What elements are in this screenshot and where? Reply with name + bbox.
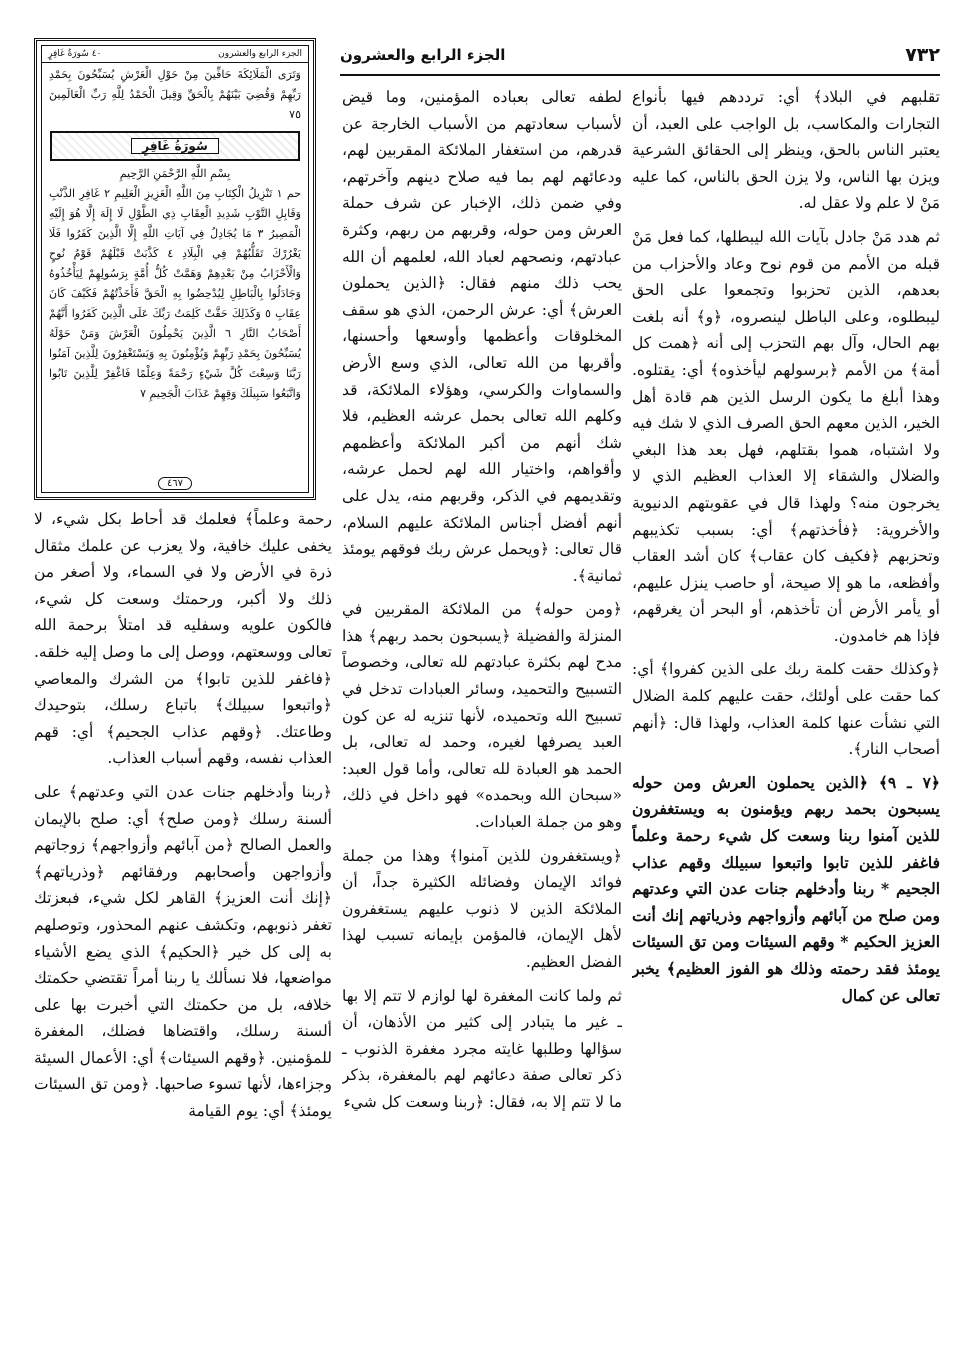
paragraph: رحمة وعلماً﴾ فعلمك قد أحاط بكل شيء، لا يخفى عليك خافية، ولا يعزب عن علمك مثقال ذرة في الأرض ولا في السماء، ولا أصغر من ذلك ولا أكبر، ورحمتك وسعت كل شيء، فالكون علويه وسفليه قد امتلأ برحمة الله تعالى ووسعتهم، ووصل إلى ما وصل إليه خلقه. ﴿فاغفر للذين تابوا﴾ من الشرك والمعاصي ﴿واتبعوا سبيلك﴾ باتباع رسلك، بتوحيدك وطاعتك. ﴿وقهم عذاب الجحيم﴾ أي: قهم العذاب نفسه، وقهم أسباب العذاب. <box>34 510 332 768</box>
paragraph: لطفه تعالى بعباده المؤمنين، وما قيض لأسباب سعادتهم من الأسباب الخارجة عن قدرهم، من استغفار الملائكة المقربين لهم، ودعائهم لهم بما فيه صلاح دينهم وآخرتهم، وفي ضمن ذلك، الإخبار عن شرف حملة العرش ومن حوله، وقربهم من ربهم، وكثرة عبادتهم، ونصحهم لعباد الله، لعلمهم أن الله يحب ذلك منهم فقال: ﴿الذين يحملون العرش﴾ أي: عرش الرحمن، الذي هو سقف المخلوقات وأعظمها وأوسعها وأحسنها، وأقربها من الله تعالى، الذي وسع الأرض والسماوات والكرسي، وهؤلاء الملائكة، قد وكلهم الله تعالى بحمل عرشه العظيم، فلا شك أنهم من أكبر الملائكة وأعظمهم وأقواهم، واختيار الله لهم لحمل عرشه، وتقديمهم في الذكر، وقربهم منه، يدل على أنهم أفضل أجناس الملائكة عليهم السلام، قال تعالى: ﴿ويحمل عرش ربك فوقهم يومئذ ثمانية﴾. <box>342 88 622 585</box>
paragraph: تقلبهم في البلاد﴾ أي: ترددهم فيها بأنواع التجارات والمكاسب، بل الواجب على العبد، أن يعتبر الناس بالحق، وينظر إلى الحقائق الشرعية ويزن بها الناس، ولا يزن الحق بالناس، كما عليه مَنْ لا علم ولا عقل له. <box>632 88 940 213</box>
mushaf-page-number <box>42 478 308 489</box>
surah-name: سُورَةُ غَافِرٍ <box>131 138 219 154</box>
quran-frame-top-bar <box>42 46 308 63</box>
quran-frame-juz: الجزء الرابع والعشرون <box>218 49 302 59</box>
paragraph: ﴿ويستغفرون للذين آمنوا﴾ وهذا من جملة فوائد الإيمان وفضائله الكثيرة جداً، أن الملائكة الذين لا ذنوب عليهم يستغفرون لأهل الإيمان، فالمؤمن بإيمانه تسبب لهذا الفضل العظيم. <box>342 846 622 971</box>
quran-verse-top: وَتَرَى الْمَلَائِكَةَ حَافِّينَ مِنْ حَوْلِ الْعَرْشِ يُسَبِّحُونَ بِحَمْدِ رَبِّهِمْ وَقُضِيَ بَيْنَهُمْ بِالْحَقِّ وَقِيلَ الْحَمْدُ لِلَّهِ رَبِّ الْعَالَمِينَ ٧٥ <box>49 68 301 121</box>
paragraph: ﴿وكذلك حقت كلمة ربك على الذين كفروا﴾ أي: كما حقت على أولئك، حقت عليهم كلمة الضلال التي نشأت عنها كلمة العذاب، ولهذا قال: ﴿أنهم أصحاب النار﴾. <box>632 660 940 759</box>
page-number: ٧٣٢ <box>905 44 940 66</box>
paragraph: ﴿٧ ـ ٩﴾ ﴿الذين يحملون العرش ومن حوله يسبحون بحمد ربهم ويؤمنون به ويستغفرون للذين آمنوا ربنا وسعت كل شيء رحمة وعلماً فاغفر للذين تابوا واتبعوا سبيلك وقهم عذاب الجحيم * ربنا وأدخلهم جنات عدن التي وعدتهم ومن صلح من آبائهم وأزواجهم وذرياتهم إنك أنت العزيز الحكيم * وقهم السيئات ومن تق السيئات يومئذ فقد رحمته وذلك هو الفوز العظيم﴾ يخبر تعالى عن كمال <box>632 772 940 1005</box>
quran-frame-inner <box>41 45 309 493</box>
mushaf-page-number-label: ٤٦٧ <box>158 477 192 490</box>
page-header <box>340 36 940 76</box>
basmala: بِسْمِ اللَّهِ الرَّحْمَنِ الرَّحِيمِ <box>119 167 231 180</box>
right-column <box>632 84 940 1359</box>
paragraph: ثم هدد مَنْ جادل بآيات الله ليبطلها، كما فعل مَنْ قبله من الأمم من قوم نوح وعاد والأحزاب من بعدهم، الذين تحزبوا وتجمعوا على الحق ليبطلوه، وعلى الباطل لينصروه، ﴿و﴾ أنه بلغت بهم الحال، وآل بهم التحزب إلى أنه ﴿همت كل أمة﴾ من الأمم ﴿برسولهم ليأخذوه﴾ أي: يقتلوه. وهذا أبلغ ما يكون الرسل الذين هم قادة أهل الخير، الذين معهم الحق الصرف الذي لا شك فيه ولا اشتباه، هموا بقتلهم، فهل بعد هذا البغي والضلال والشقاء إلا العذاب العظيم الذي لا يخرجون منه؟ ولهذا قال في عقوبتهم الدنيوية والأخروية: ﴿فأخذتهم﴾ أي: بسبب تكذيبهم وتحزبهم ﴿فكيف كان عقاب﴾ كان أشد العقاب وأفظعه، ما هو إلا صيحة، أو حاصب ينزل عليهم، أو يأمر الأرض أن تأخذهم، أو البحر أن يغرقهم، فإذا هم خامدون. <box>632 227 940 645</box>
quran-text-frame <box>34 38 316 500</box>
paragraph: ثم ولما كانت المغفرة لها لوازم لا تتم إلا بها ـ غير ما يتبادر إلى كثير من الأذهان، أن سؤالها وطلبها غايته مجرد مغفرة الذنوب ـ ذكر تعالى صفة دعائهم لهم بالمغفرة، بذكر ما لا تتم إلا به، فقال: ﴿ربنا وسعت كل شيء <box>342 986 622 1111</box>
quran-frame-surah-label: ٤٠ سُورَةُ غَافِرٍ <box>48 49 102 59</box>
juz-title: الجزء الرابع والعشرون <box>340 46 506 64</box>
paragraph: ﴿ربنا وأدخلهم جنات عدن التي وعدتهم﴾ على ألسنة رسلك ﴿ومن صلح﴾ أي: صلح بالإيمان والعمل الصالح ﴿من آبائهم وأزواجهم﴾ زوجاتهم وأزواجهن وأصحابهم ورفقائهم ﴿وذرياتهم﴾ ﴿إنك أنت العزيز﴾ القاهر لكل شيء، فبعزتك تغفر ذنوبهم، وتكشف عنهم المحذور، وتوصلهم به إلى كل خير ﴿الحكيم﴾ الذي يضع الأشياء مواضعها، فلا نسألك يا ربنا أمراً تقتضي حكمتك خلافه، بل من حكمتك التي أخبرت بها على ألسنة رسلك، واقتضاها فضلك، المغفرة للمؤمنين. ﴿وقهم السيئات﴾ أي: الأعمال السيئة وجزاءها، لأنها تسوء صاحبها. ﴿ومن تق السيئات يومئذ﴾ أي: يوم القيامة <box>34 782 332 1121</box>
middle-column <box>342 84 622 1359</box>
left-column <box>34 506 332 1359</box>
surah-banner <box>50 131 300 161</box>
quran-verses: حم ١ تَنْزِيلُ الْكِتَابِ مِنَ اللَّهِ الْعَزِيزِ الْعَلِيمِ ٢ غَافِرِ الذَّنْبِ وَقَابِلِ التَّوْبِ شَدِيدِ الْعِقَابِ ذِي الطَّوْلِ لَا إِلَهَ إِلَّا هُوَ إِلَيْهِ الْمَصِيرُ ٣ مَا يُجَادِلُ فِي آيَاتِ اللَّهِ إِلَّا الَّذِينَ كَفَرُوا فَلَا يَغْرُرْكَ تَقَلُّبُهُمْ فِي الْبِلَادِ ٤ كَذَّبَتْ قَبْلَهُمْ قَوْمُ نُوحٍ وَالْأَحْزَابُ مِنْ بَعْدِهِمْ وَهَمَّتْ كُلُّ أُمَّةٍ بِرَسُولِهِمْ لِيَأْخُذُوهُ وَجَادَلُوا بِالْبَاطِلِ لِيُدْحِضُوا بِهِ الْحَقَّ فَأَخَذْتُهُمْ فَكَيْفَ كَانَ عِقَابِ ٥ وَكَذَلِكَ حَقَّتْ كَلِمَتُ رَبِّكَ عَلَى الَّذِينَ كَفَرُوا أَنَّهُمْ أَصْحَابُ النَّارِ ٦ الَّذِينَ يَحْمِلُونَ الْعَرْشَ وَمَنْ حَوْلَهُ يُسَبِّحُونَ بِحَمْدِ رَبِّهِمْ وَيُؤْمِنُونَ بِهِ وَيَسْتَغْفِرُونَ لِلَّذِينَ آمَنُوا رَبَّنَا وَسِعْتَ كُلَّ شَيْءٍ رَحْمَةً وَعِلْمًا فَاغْفِرْ لِلَّذِينَ تَابُوا وَاتَّبَعُوا سَبِيلَكَ وَقِهِمْ عَذَابَ الْجَحِيمِ ٧ <box>49 187 301 400</box>
paragraph: ﴿ومن حوله﴾ من الملائكة المقربين في المنزلة والفضيلة ﴿يسبحون بحمد ربهم﴾ هذا مدح لهم بكثرة عبادتهم لله تعالى، وخصوصاً التسبيح والتحميد، وسائر العبادات تدخل في تسبيح الله وتحميده، لأنها تنزيه له عن كون العبد يصرفها لغيره، وحمد له تعالى، بل الحمد هو العبادة لله تعالى، وأما قول العبد: «سبحان الله وبحمده» فهو داخل في ذلك، وهو من جملة العبادات. <box>342 600 622 832</box>
